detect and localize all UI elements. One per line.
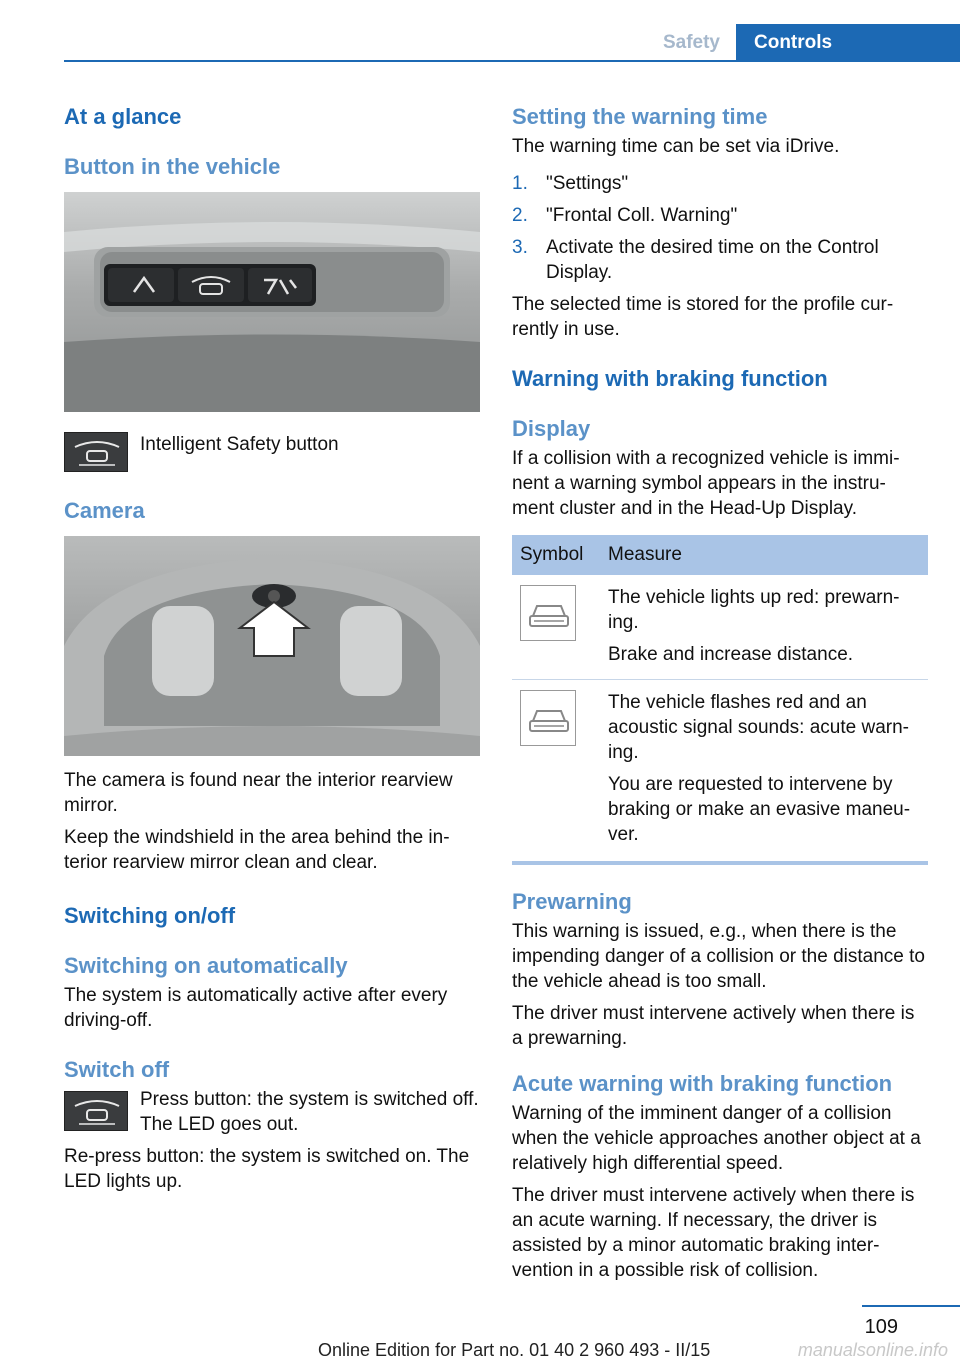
intelligent-safety-button-icon: [64, 1091, 128, 1131]
acute-paragraph-2: The driver must intervene actively when there is an acute warning. If necessary, the driver is assisted by a minor automatic braking inter‐vention in a possible risk of collision.: [512, 1185, 915, 1281]
button-caption-row: [64, 432, 480, 472]
watermark: manualsonline.info: [797, 1340, 948, 1360]
header-chapter: Controls: [736, 24, 960, 60]
page-number: 109: [864, 1316, 898, 1338]
button-photo: [64, 192, 480, 412]
row2-measure-a: The vehicle flashes red and an acoustic signal sounds: acute warn‐ing.: [608, 692, 909, 763]
header-section: Safety: [662, 32, 720, 53]
stored-paragraph: The selected time is stored for the profile cur‐rently in use.: [512, 294, 894, 340]
camera-paragraph-2: Keep the windshield in the area behind the in‐terior rearview mirror clean and clear.: [64, 827, 450, 873]
button-photo-illustration: [64, 192, 480, 412]
acute-paragraph-1: Warning of the imminent danger of a collision when the vehicle approaches another object at a relatively high differential speed.: [512, 1103, 921, 1174]
heading-switch-off: Switch off: [64, 1057, 170, 1082]
auto-paragraph: The system is automatically active after every driving-off.: [64, 985, 448, 1031]
heading-acute-warning: Acute warning with braking function: [512, 1071, 893, 1096]
prewarning-paragraph-1: This warning is issued, e.g., when there is the impending danger of a collision or the distance to the vehicle ahead is too small.: [512, 921, 925, 992]
heading-switching-on-automatically: Switching on automatically: [64, 953, 348, 978]
left-column: [64, 100, 480, 1194]
prewarning-paragraph-2: The driver must intervene actively when there is a prewarning.: [512, 1003, 915, 1049]
row2-measure-b: You are requested to intervene by braking or make an evasive maneu‐ver.: [608, 774, 911, 845]
row1-measure-b: Brake and increase distance.: [608, 644, 854, 665]
table-header-measure: Measure: [600, 535, 928, 575]
intelligent-safety-button-icon: [64, 432, 128, 472]
camera-paragraph-1: The camera is found near the interior rearview mirror.: [64, 770, 453, 816]
step-number: 2.: [512, 205, 528, 226]
display-paragraph: If a collision with a recognized vehicle is immi‐nent a warning symbol appears in the instru‐ment cluster and in the Head-Up Display.: [512, 448, 900, 519]
heading-warning-with-braking: Warning with braking function: [512, 366, 828, 391]
step-text: "Frontal Coll. Warning": [546, 205, 738, 226]
list-item: [512, 171, 928, 196]
car-warning-symbol-icon: [520, 690, 576, 746]
step-text: "Settings": [546, 173, 629, 194]
warning-time-paragraph: The warning time can be set via iDrive.: [512, 136, 840, 157]
heading-switching-on-off: Switching on/off: [64, 903, 236, 928]
table-header-row: [512, 535, 928, 575]
table-row: [512, 575, 928, 680]
switch-off-row: [64, 1087, 480, 1137]
step-text: Activate the desired time on the Control Display.: [546, 237, 879, 283]
right-column: [512, 100, 928, 1283]
step-number: 3.: [512, 237, 528, 258]
car-warning-symbol-icon: [520, 585, 576, 641]
row1-measure-a: The vehicle lights up red: prewarn‐ing.: [608, 587, 900, 633]
step-number: 1.: [512, 173, 528, 194]
warning-symbol-table: [512, 535, 928, 859]
heading-at-a-glance: At a glance: [64, 104, 182, 129]
list-item: [512, 203, 928, 228]
camera-photo: [64, 536, 480, 756]
table-bottom-rule: [512, 861, 928, 865]
heading-setting-warning-time: Setting the warning time: [512, 104, 768, 129]
switch-off-paragraph: Press button: the system is switched off. The LED goes out.: [140, 1089, 479, 1135]
page-header: [64, 24, 960, 62]
repress-paragraph: Re-press button: the system is switched on. The LED lights up.: [64, 1146, 470, 1192]
steps-list: [512, 171, 928, 285]
camera-photo-illustration: [64, 536, 480, 756]
heading-camera: Camera: [64, 498, 145, 523]
table-header-symbol: Symbol: [512, 535, 600, 575]
heading-display: Display: [512, 416, 591, 441]
list-item: [512, 235, 928, 285]
heading-button-in-vehicle: Button in the vehicle: [64, 154, 281, 179]
heading-prewarning: Prewarning: [512, 889, 632, 914]
footer-edition: Online Edition for Part no. 01 40 2 960 493 - II/15: [318, 1340, 711, 1360]
table-row: [512, 680, 928, 860]
footer-rule: [862, 1305, 960, 1307]
button-caption: Intelligent Safety button: [140, 434, 339, 455]
